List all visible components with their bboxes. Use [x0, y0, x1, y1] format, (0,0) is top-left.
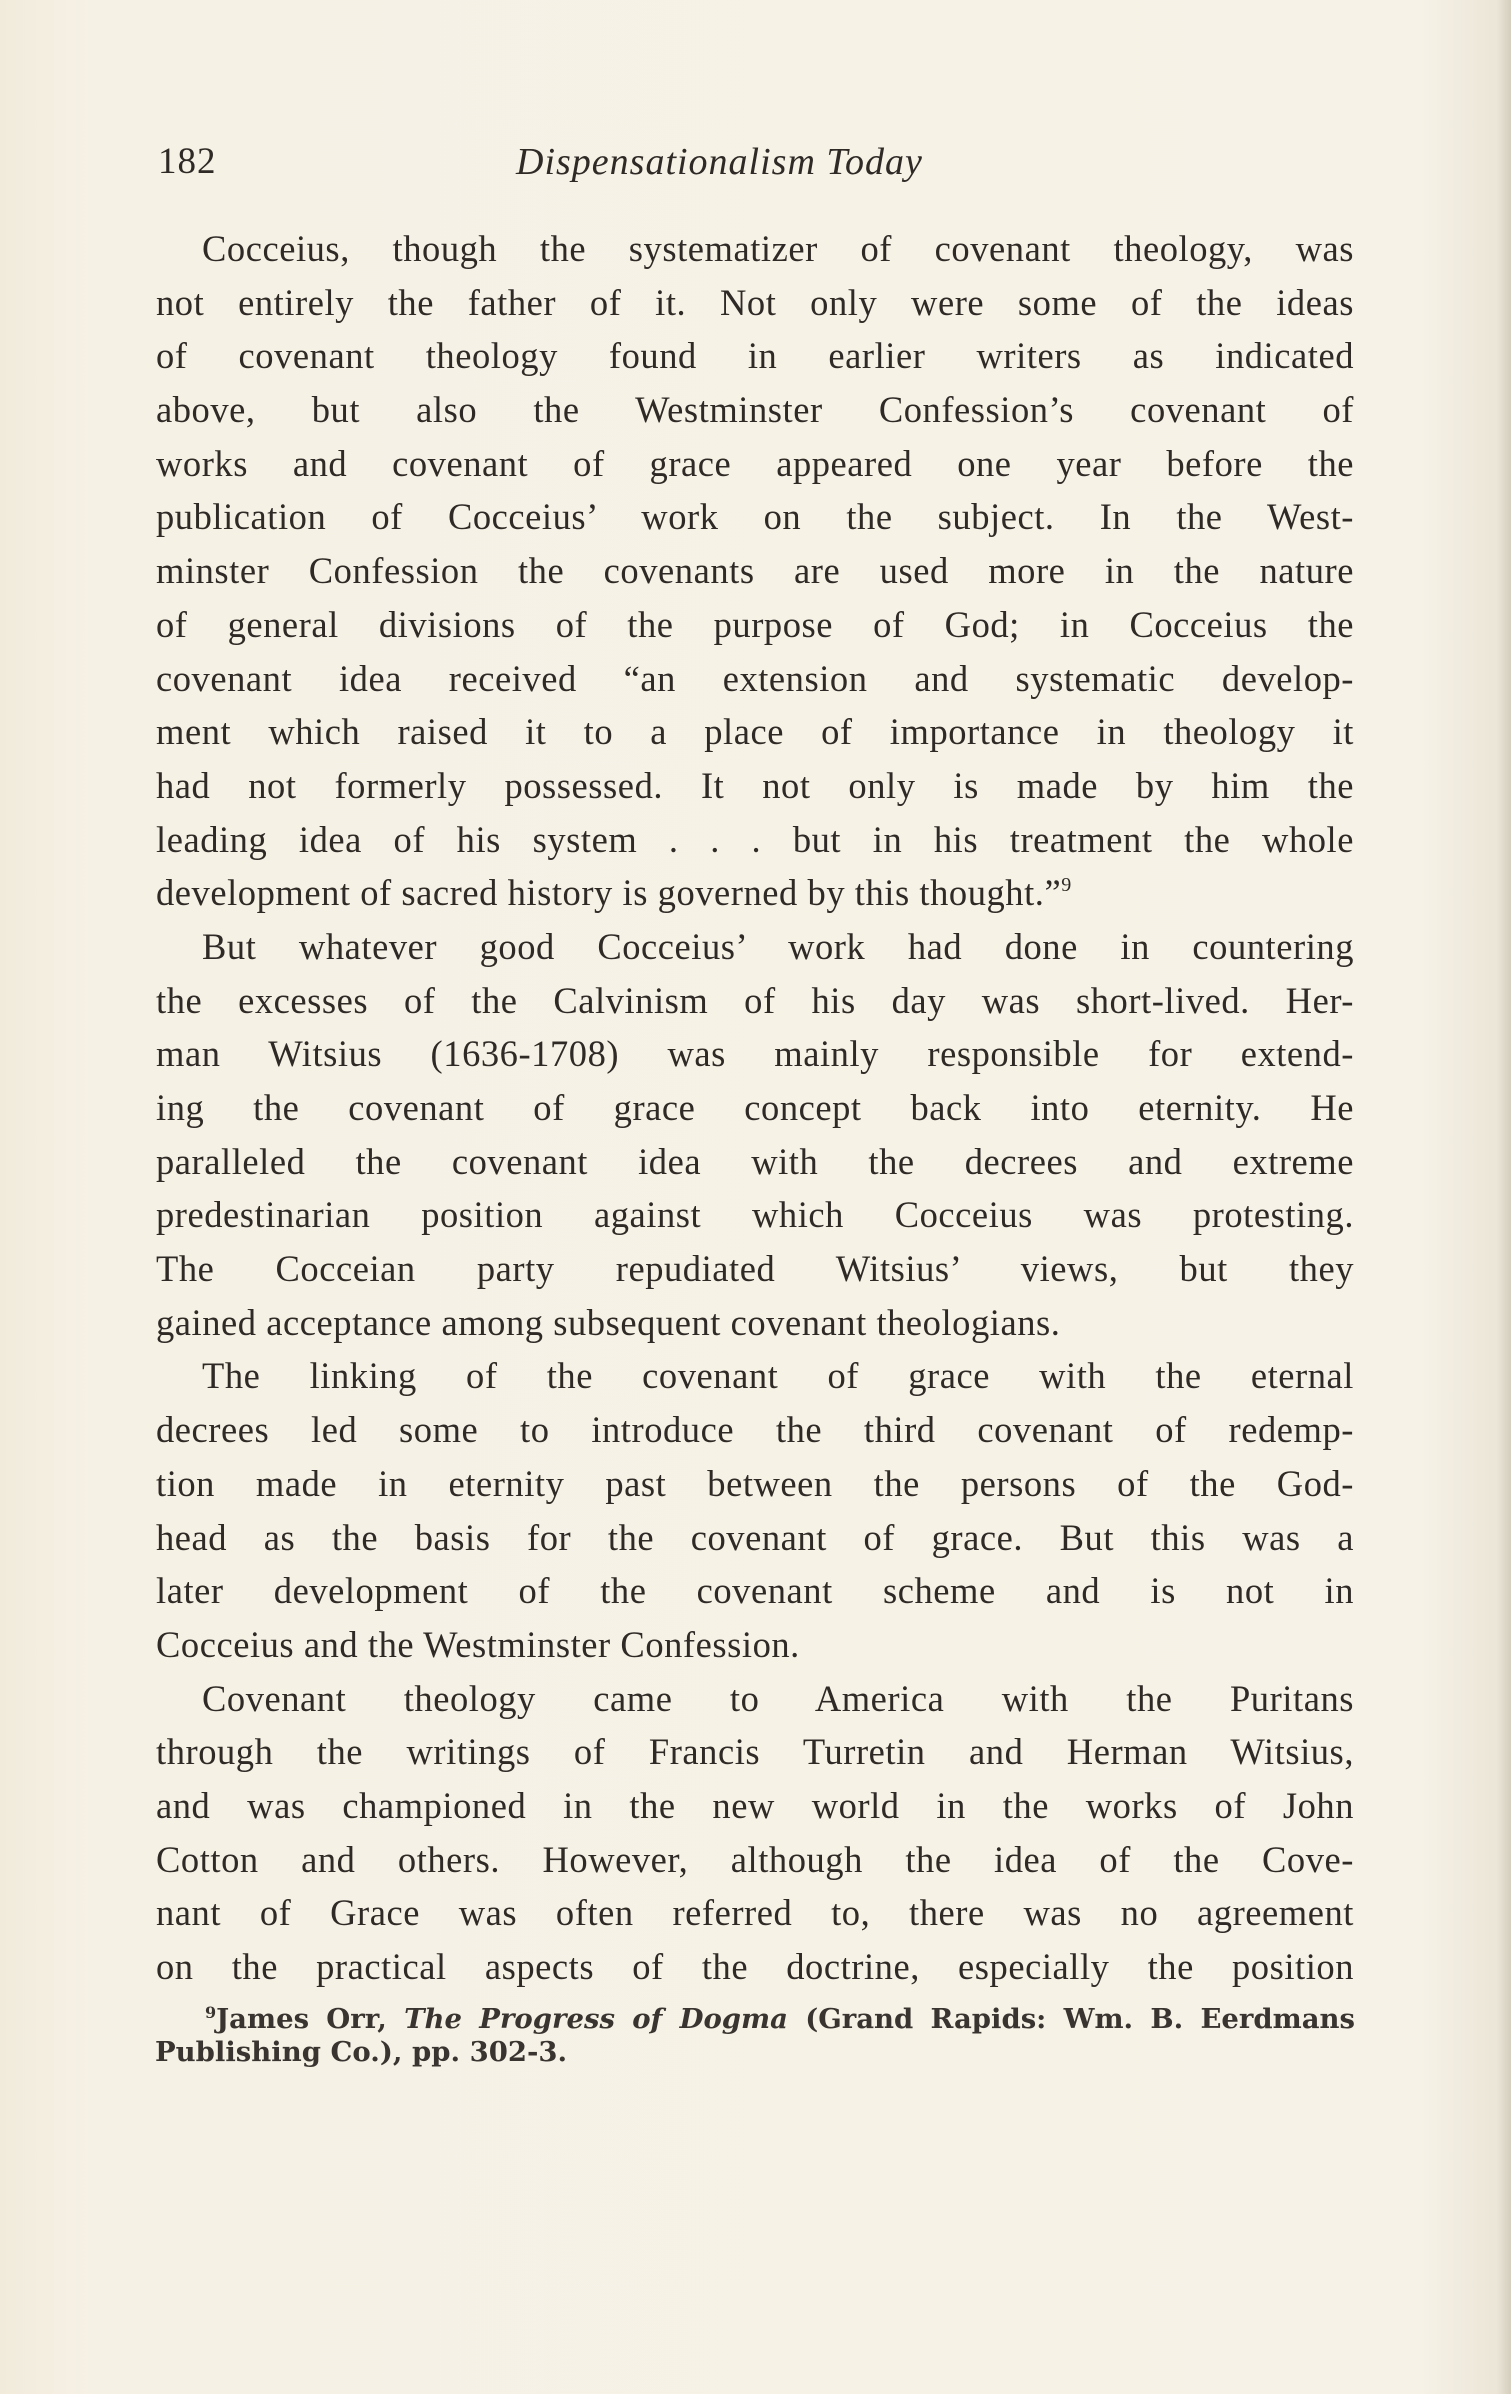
text-line: leading idea of his system . . . but in his treatment the whole: [156, 818, 1354, 860]
text-line: not entirely the father of it. Not only were some of the ideas: [156, 281, 1354, 323]
footnote-reference: 9: [1061, 874, 1072, 897]
running-head: Dispensationalism Today: [516, 141, 923, 183]
page-number: 182: [158, 141, 217, 182]
text-line: above, but also the Westminster Confession’s covenant of: [156, 389, 1354, 431]
text-line: The linking of the covenant of grace with the eternal: [202, 1355, 1354, 1397]
footnote-marker: 9: [205, 2003, 217, 2022]
text-line: predestinarian position against which Cocceius was protesting.: [156, 1194, 1354, 1236]
footnote-line: Publishing Co.), pp. 302-3.: [155, 2036, 568, 2068]
page-header: [158, 140, 1358, 200]
text-line: Cotton and others. However, although the idea of the Cove-: [156, 1838, 1354, 1880]
text-line: paralleled the covenant idea with the decrees and extreme: [156, 1140, 1354, 1182]
text-line: covenant idea received “an extension and systematic develop-: [156, 657, 1354, 699]
text-line: Covenant theology came to America with the Puritans: [202, 1677, 1354, 1719]
text-line: nant of Grace was often referred to, there was no agreement: [156, 1892, 1354, 1934]
text-line: minster Confession the covenants are used more in the nature: [156, 550, 1354, 592]
text-line: on the practical aspects of the doctrine, especially the position: [156, 1946, 1354, 1987]
text-line: decrees led some to introduce the third covenant of redemp-: [156, 1409, 1354, 1451]
text-line: the excesses of the Calvinism of his day was short-lived. Her-: [156, 979, 1354, 1021]
text-line: had not formerly possessed. It not only is made by him the: [156, 764, 1354, 806]
page-edge-shadow: [1497, 0, 1511, 2394]
text-line: Cocceius, though the systematizer of covenant theology, was: [202, 228, 1354, 269]
footnote-book-title: The Progress of Dogma: [404, 2003, 788, 2035]
footnote-line: [155, 2003, 1355, 2036]
text-line: head as the basis for the covenant of grace. But this was a: [156, 1516, 1354, 1558]
text-line: The Cocceian party repudiated Witsius’ views, but they: [156, 1248, 1354, 1290]
text-line: of covenant theology found in earlier writers as indicated: [156, 335, 1354, 377]
text-line: tion made in eternity past between the persons of the God-: [156, 1462, 1354, 1504]
text-line: ment which raised it to a place of importance in theology it: [156, 711, 1354, 753]
text-line: of general divisions of the purpose of God; in Cocceius the: [156, 603, 1354, 645]
text-line: works and covenant of grace appeared one year before the: [156, 442, 1354, 484]
text-line: through the writings of Francis Turretin and Herman Witsius,: [156, 1731, 1354, 1773]
text-line: man Witsius (1636-1708) was mainly responsible for extend-: [156, 1033, 1354, 1075]
text-line-with-footnote: [156, 866, 1354, 920]
text-line: later development of the covenant scheme and is not in: [156, 1570, 1354, 1612]
footnote-publisher: (Grand Rapids: Wm. B. Eerdmans: [787, 2003, 1356, 2035]
text-line: ing the covenant of grace concept back into eternity. He: [156, 1087, 1354, 1128]
text-line: But whatever good Cocceius’ work had done in countering: [202, 925, 1354, 967]
text-line: development of sacred history is governed by this thought.”: [156, 872, 1062, 914]
text-line: Cocceius and the Westminster Confession.: [156, 1623, 800, 1665]
footnote-author: James Orr,: [216, 2003, 405, 2035]
text-line: gained acceptance among subsequent covenant theologians.: [156, 1301, 1061, 1343]
body-text: [156, 222, 1354, 1994]
text-line: publication of Cocceius’ work on the subject. In the West-: [156, 496, 1354, 538]
footnote: [155, 2003, 1355, 2069]
text-line: and was championed in the new world in the works of John: [156, 1784, 1354, 1826]
